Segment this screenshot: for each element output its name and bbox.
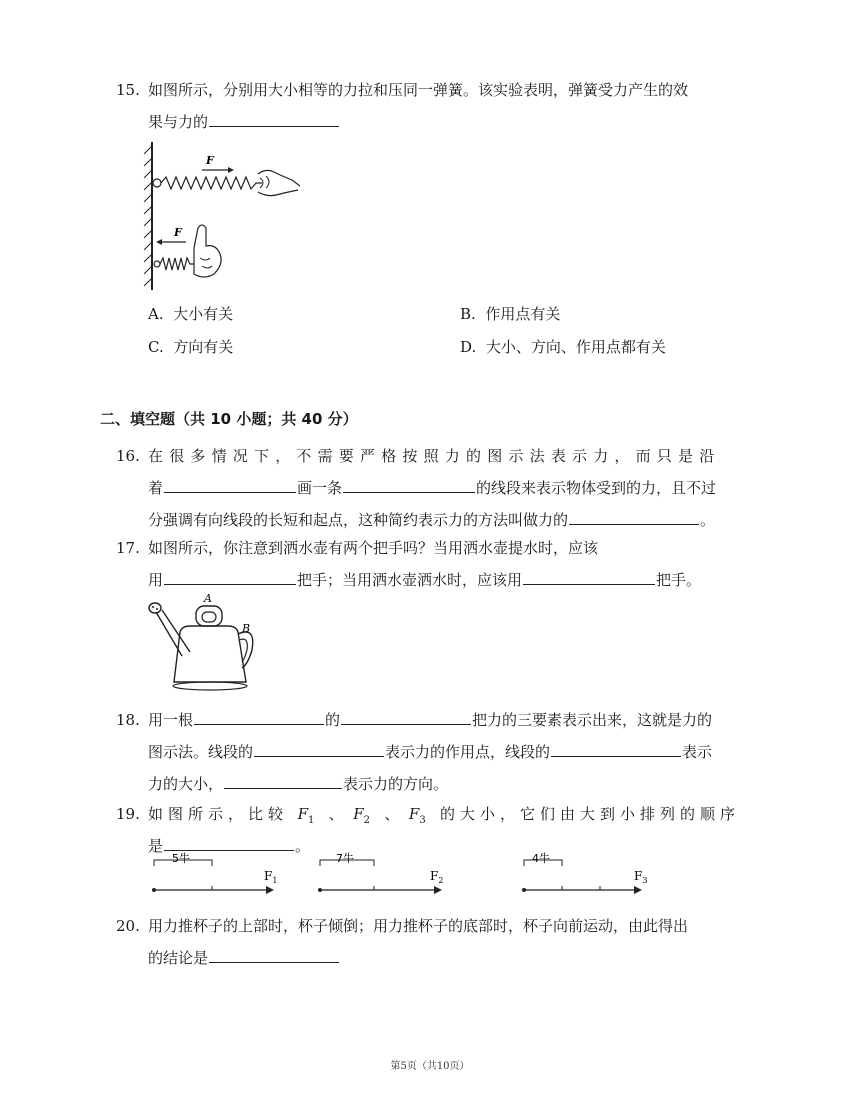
question-text: 用一根 的 把力的三要素表示出来，这就是力的 [148,704,712,736]
question-number: 15. [116,81,140,99]
question-text: 如图所示，你注意到洒水壶有两个把手吗？当用洒水壶提水时，应该 [148,539,599,557]
answer-blank[interactable] [343,474,475,493]
answer-blank[interactable] [209,108,339,127]
question-text: 是 。 [148,830,310,862]
answer-blank[interactable] [194,706,324,725]
question-number: 19. [116,805,140,823]
question-text: 用 把手；当用洒水壶洒水时，应该用 把手。 [148,564,701,596]
scale-label: 7牛 [336,852,354,865]
force-diagram-2 [318,851,443,894]
answer-blank[interactable] [254,738,384,757]
answer-blank[interactable] [209,944,339,963]
force-label: $F_3$ [634,869,648,885]
question-number: 18. [116,711,140,729]
answer-blank[interactable] [164,474,296,493]
question-text: 在很多情况下，不需要严格按照力的图示法表示力，而只是沿 [148,447,721,465]
force-diagram-3 [522,851,647,894]
question-text: 如图所示，分别用大小相等的力拉和压同一弹簧。该实验表明，弹簧受力产生的效 [148,81,689,99]
option-b[interactable]: B. 作用点有关 [460,305,561,323]
question-number: 16. [116,447,140,465]
spring-figure [140,138,300,298]
scale-label: 4牛 [532,852,550,865]
question-number: 20. [116,917,140,935]
question-text: 分强调有向线段的长短和起点，这种简约表示力的方法叫做力的 。 [148,504,715,536]
question-text: 力的大小， 表示力的方向。 [148,768,448,800]
handle-label-a: A [204,592,212,605]
answer-blank[interactable] [224,770,342,789]
force-diagram-1 [152,851,277,894]
scale-label: 5牛 [172,852,190,865]
question-text: 如图所示，比较 $F_1$ 、 $F_2$ 、 $F_3$ 的大小，它们由大到小排列的顺序 [148,805,741,826]
question-text: 着 画一条 的线段来表示物体受到的力，且不过 [148,472,716,504]
question-text: 用力推杯子的上部时，杯子倾倒；用力推杯子的底部时，杯子向前运动，由此得出 [148,917,689,935]
force-label: $F_1$ [264,869,278,885]
force-label: F [174,226,182,239]
force-diagrams [140,850,680,900]
force-label: F [206,154,214,167]
answer-blank[interactable] [551,738,681,757]
option-a[interactable]: A. 大小有关 [148,305,234,323]
question-text: 图示法。线段的 表示力的作用点，线段的 表示 [148,736,712,768]
answer-blank[interactable] [523,566,655,585]
watering-can-figure [140,588,270,698]
question-text: 果与力的 [148,106,340,138]
section-title: 二、填空题（共 10 小题；共 40 分） [100,410,358,428]
force-label: $F_2$ [430,869,444,885]
answer-blank[interactable] [164,832,294,851]
answer-blank[interactable] [569,506,699,525]
answer-blank[interactable] [164,566,296,585]
page-footer: 第5页（共10页） [390,1061,470,1072]
option-c[interactable]: C. 方向有关 [148,338,234,356]
answer-blank[interactable] [341,706,471,725]
handle-label-b: B [242,622,251,635]
question-text: 的结论是 [148,942,340,974]
question-number: 17. [116,539,140,557]
option-d[interactable]: D. 大小、方向、作用点都有关 [460,338,666,356]
